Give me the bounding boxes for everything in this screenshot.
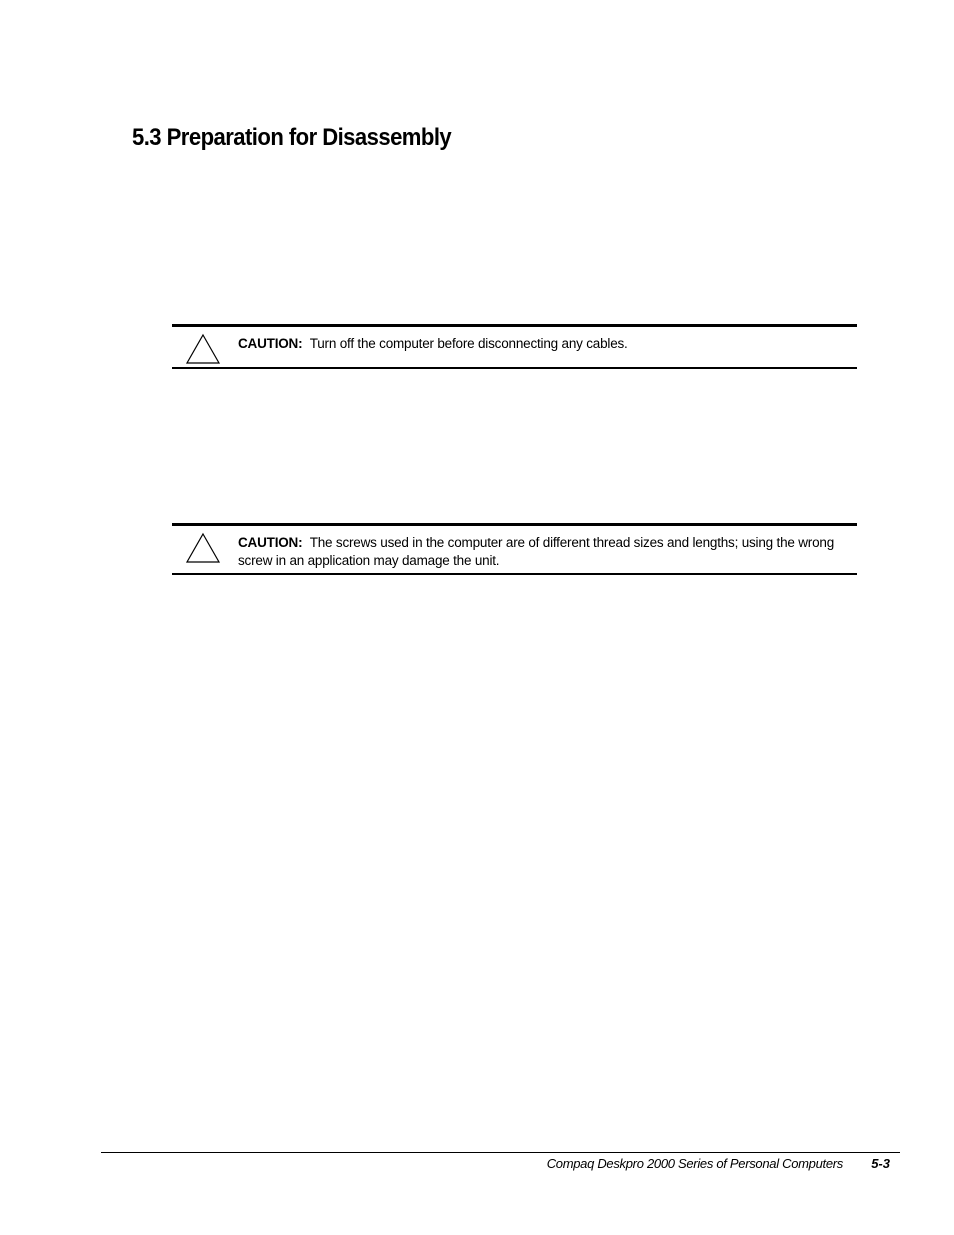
caution-text	[238, 335, 841, 353]
footer-document-title: Compaq Deskpro 2000 Series of Personal Computers	[546, 1156, 843, 1171]
caution-text	[238, 534, 841, 570]
caution-message: Turn off the computer before disconnecting any cables.	[309, 336, 628, 351]
caution-box	[172, 523, 857, 575]
caution-message: The screws used in the computer are of different thread sizes and lengths; using the wrong screw in an application may damage the unit.	[238, 535, 835, 568]
caution-label: CAUTION:	[238, 336, 303, 351]
footer-divider	[101, 1152, 900, 1153]
caution-triangle-icon	[185, 531, 221, 565]
caution-box	[172, 324, 857, 369]
footer-page-number: 5-3	[871, 1156, 890, 1171]
section-title: 5.3 Preparation for Disassembly	[132, 124, 452, 151]
caution-triangle-icon	[185, 332, 221, 366]
caution-label: CAUTION:	[238, 535, 303, 550]
